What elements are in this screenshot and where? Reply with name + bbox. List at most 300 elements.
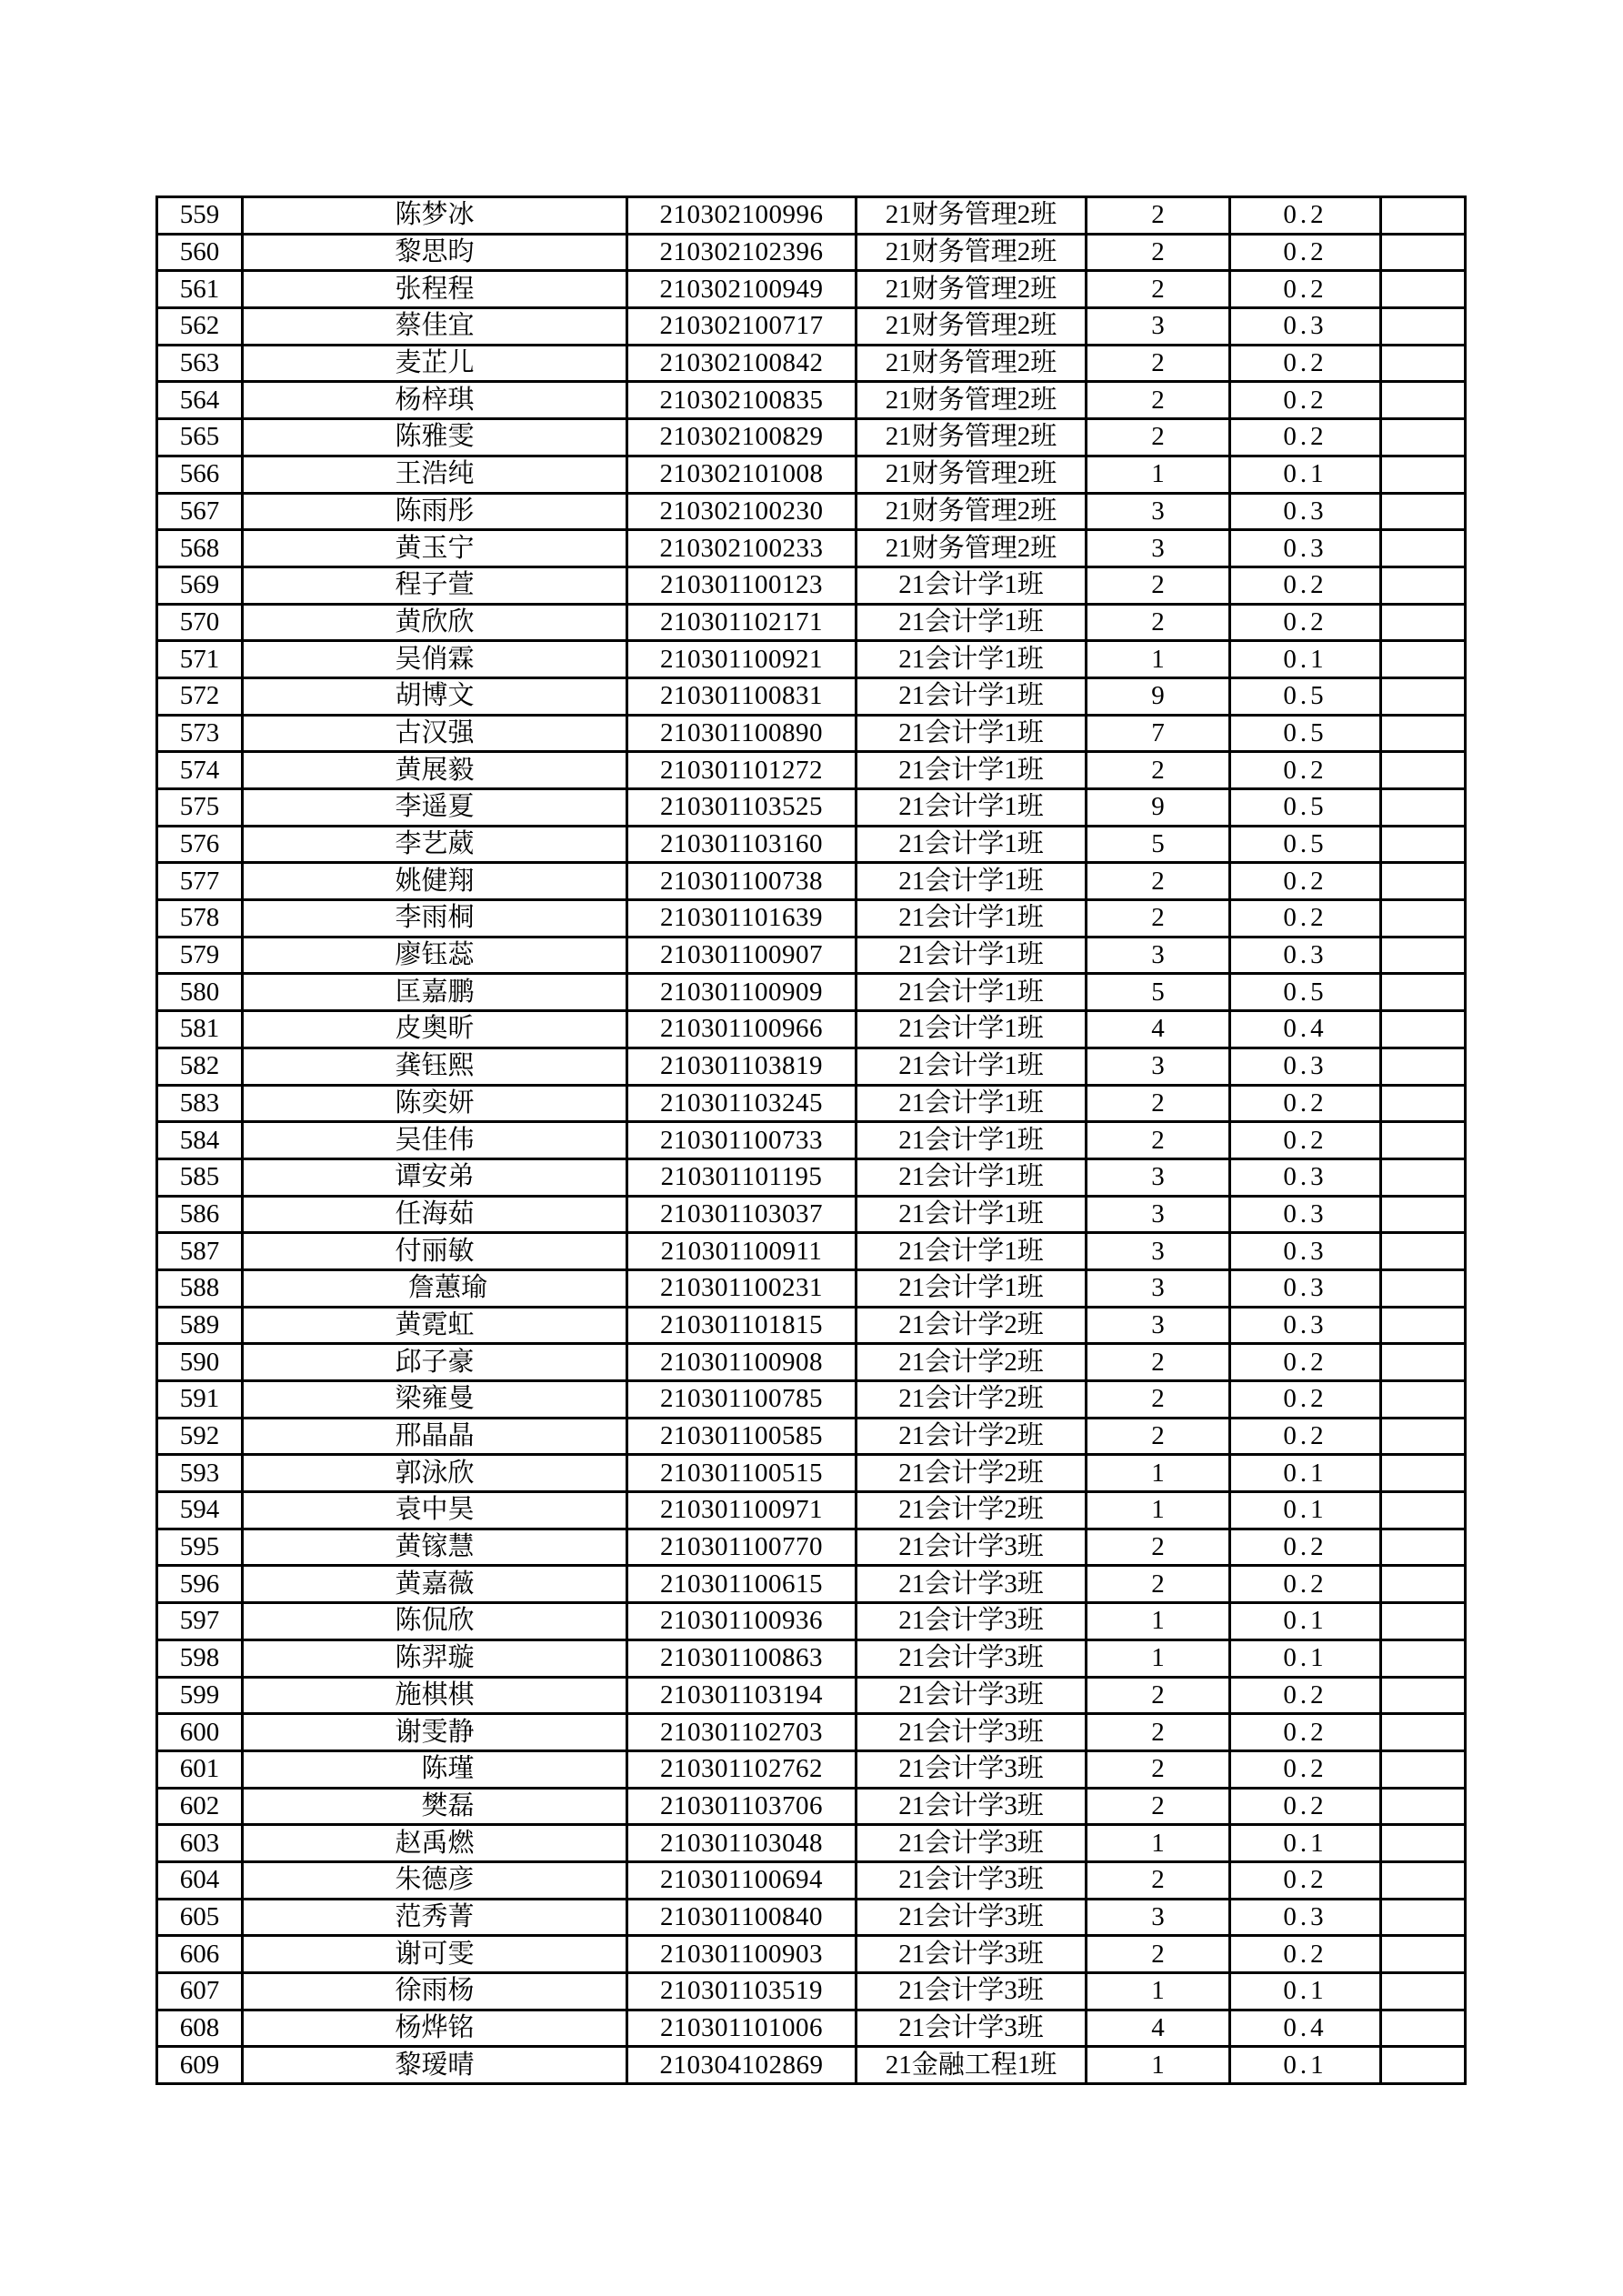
student-name-cell: 黄镓慧: [243, 1529, 627, 1566]
count-cell: 2: [1087, 419, 1230, 456]
student-id-cell: 210301100909: [627, 974, 857, 1011]
class-name-cell: 21财务管理2班: [857, 234, 1087, 271]
student-name-cell: 徐雨杨: [243, 1973, 627, 2010]
score-cell: 0.1: [1230, 456, 1381, 493]
student-name-cell: 吴佳伟: [243, 1122, 627, 1159]
empty-cell: [1381, 382, 1466, 419]
student-id-cell: 210301103245: [627, 1085, 857, 1122]
table-row: [157, 566, 1466, 604]
student-name-cell: 黄嘉薇: [243, 1566, 627, 1603]
row-index-cell: 605: [157, 1899, 243, 1936]
score-cell: 0.2: [1230, 197, 1381, 235]
table-row: [157, 1269, 1466, 1307]
empty-cell: [1381, 863, 1466, 900]
class-name-cell: 21会计学1班: [857, 1122, 1087, 1159]
empty-cell: [1381, 1344, 1466, 1381]
table-row: [157, 419, 1466, 456]
student-name-cell: 李雨桐: [243, 900, 627, 937]
class-name-cell: 21会计学1班: [857, 677, 1087, 715]
empty-cell: [1381, 1085, 1466, 1122]
student-id-cell: 210301103819: [627, 1048, 857, 1085]
count-cell: 1: [1087, 1455, 1230, 1492]
class-name-cell: 21会计学2班: [857, 1418, 1087, 1455]
empty-cell: [1381, 1899, 1466, 1936]
row-index-cell: 602: [157, 1788, 243, 1825]
class-name-cell: 21会计学1班: [857, 1011, 1087, 1048]
table-row: [157, 677, 1466, 715]
row-index-cell: 582: [157, 1048, 243, 1085]
student-id-cell: 210302101008: [627, 456, 857, 493]
row-index-cell: 604: [157, 1861, 243, 1899]
empty-cell: [1381, 1011, 1466, 1048]
class-name-cell: 21会计学3班: [857, 1788, 1087, 1825]
score-cell: 0.1: [1230, 2047, 1381, 2084]
class-name-cell: 21财务管理2班: [857, 308, 1087, 346]
empty-cell: [1381, 1566, 1466, 1603]
student-id-cell: 210301100738: [627, 863, 857, 900]
row-index-cell: 585: [157, 1158, 243, 1196]
class-name-cell: 21金融工程1班: [857, 2047, 1087, 2084]
empty-cell: [1381, 1158, 1466, 1196]
score-cell: 0.3: [1230, 937, 1381, 974]
row-index-cell: 607: [157, 1973, 243, 2010]
table-row: [157, 863, 1466, 900]
row-index-cell: 608: [157, 2010, 243, 2047]
row-index-cell: 600: [157, 1714, 243, 1751]
student-id-cell: 210301100840: [627, 1899, 857, 1936]
row-index-cell: 590: [157, 1344, 243, 1381]
class-name-cell: 21会计学3班: [857, 1973, 1087, 2010]
count-cell: 2: [1087, 271, 1230, 308]
table-row: [157, 234, 1466, 271]
score-cell: 0.3: [1230, 308, 1381, 346]
row-index-cell: 561: [157, 271, 243, 308]
student-name-cell: 李遥夏: [243, 789, 627, 827]
row-index-cell: 560: [157, 234, 243, 271]
row-index-cell: 586: [157, 1196, 243, 1233]
table-row: [157, 2010, 1466, 2047]
empty-cell: [1381, 1269, 1466, 1307]
class-name-cell: 21会计学3班: [857, 1639, 1087, 1677]
score-cell: 0.1: [1230, 1492, 1381, 1529]
empty-cell: [1381, 1936, 1466, 1973]
student-id-cell: 210301103525: [627, 789, 857, 827]
row-index-cell: 577: [157, 863, 243, 900]
score-cell: 0.2: [1230, 1122, 1381, 1159]
student-name-cell: 施棋棋: [243, 1677, 627, 1714]
empty-cell: [1381, 530, 1466, 567]
count-cell: 4: [1087, 2010, 1230, 2047]
table-row: [157, 1233, 1466, 1270]
student-name-cell: 黄霓虹: [243, 1307, 627, 1344]
student-id-cell: 210301100903: [627, 1936, 857, 1973]
count-cell: 2: [1087, 604, 1230, 641]
student-id-cell: 210301101639: [627, 900, 857, 937]
table-row: [157, 789, 1466, 827]
table-row: [157, 2047, 1466, 2084]
table-row: [157, 1825, 1466, 1862]
student-name-cell: 吴俏霖: [243, 641, 627, 678]
table-row: [157, 1529, 1466, 1566]
empty-cell: [1381, 456, 1466, 493]
table-row: [157, 1788, 1466, 1825]
student-id-cell: 210301100971: [627, 1492, 857, 1529]
score-cell: 0.3: [1230, 1233, 1381, 1270]
count-cell: 2: [1087, 566, 1230, 604]
score-cell: 0.2: [1230, 566, 1381, 604]
row-index-cell: 599: [157, 1677, 243, 1714]
student-id-cell: 210301100785: [627, 1381, 857, 1419]
row-index-cell: 595: [157, 1529, 243, 1566]
empty-cell: [1381, 900, 1466, 937]
count-cell: 2: [1087, 1529, 1230, 1566]
empty-cell: [1381, 1122, 1466, 1159]
row-index-cell: 609: [157, 2047, 243, 2084]
student-name-cell: 朱德彦: [243, 1861, 627, 1899]
student-name-cell: 谭安弟: [243, 1158, 627, 1196]
score-cell: 0.3: [1230, 1307, 1381, 1344]
empty-cell: [1381, 789, 1466, 827]
empty-cell: [1381, 826, 1466, 863]
row-index-cell: 593: [157, 1455, 243, 1492]
score-cell: 0.2: [1230, 1714, 1381, 1751]
student-name-cell: 陈侃欣: [243, 1603, 627, 1640]
count-cell: 3: [1087, 1233, 1230, 1270]
score-cell: 0.1: [1230, 1639, 1381, 1677]
class-name-cell: 21会计学2班: [857, 1492, 1087, 1529]
student-name-cell: 蔡佳宜: [243, 308, 627, 346]
empty-cell: [1381, 493, 1466, 530]
student-id-cell: 210302100835: [627, 382, 857, 419]
student-name-cell: 廖钰蕊: [243, 937, 627, 974]
row-index-cell: 573: [157, 715, 243, 752]
empty-cell: [1381, 1861, 1466, 1899]
class-name-cell: 21会计学2班: [857, 1381, 1087, 1419]
student-id-cell: 210304102869: [627, 2047, 857, 2084]
student-id-cell: 210301100694: [627, 1861, 857, 1899]
class-name-cell: 21会计学1班: [857, 789, 1087, 827]
class-name-cell: 21财务管理2班: [857, 197, 1087, 235]
class-name-cell: 21会计学1班: [857, 566, 1087, 604]
score-cell: 0.2: [1230, 1344, 1381, 1381]
student-id-cell: 210301102762: [627, 1750, 857, 1788]
student-name-cell: 黄展毅: [243, 752, 627, 789]
count-cell: 7: [1087, 715, 1230, 752]
score-cell: 0.3: [1230, 1196, 1381, 1233]
score-cell: 0.2: [1230, 1418, 1381, 1455]
count-cell: 1: [1087, 1973, 1230, 2010]
count-cell: 2: [1087, 863, 1230, 900]
score-cell: 0.1: [1230, 1603, 1381, 1640]
student-id-cell: 210301100890: [627, 715, 857, 752]
table-row: [157, 271, 1466, 308]
student-name-cell: 陈瑾: [243, 1750, 627, 1788]
score-cell: 0.3: [1230, 1899, 1381, 1936]
class-name-cell: 21会计学3班: [857, 1750, 1087, 1788]
score-cell: 0.5: [1230, 826, 1381, 863]
score-cell: 0.4: [1230, 2010, 1381, 2047]
count-cell: 2: [1087, 1936, 1230, 1973]
empty-cell: [1381, 2010, 1466, 2047]
score-cell: 0.2: [1230, 1788, 1381, 1825]
empty-cell: [1381, 308, 1466, 346]
row-index-cell: 601: [157, 1750, 243, 1788]
student-id-cell: 210302100949: [627, 271, 857, 308]
empty-cell: [1381, 1381, 1466, 1419]
count-cell: 9: [1087, 677, 1230, 715]
row-index-cell: 565: [157, 419, 243, 456]
empty-cell: [1381, 1196, 1466, 1233]
row-index-cell: 576: [157, 826, 243, 863]
class-name-cell: 21会计学1班: [857, 1269, 1087, 1307]
class-name-cell: 21会计学1班: [857, 1085, 1087, 1122]
class-name-cell: 21会计学3班: [857, 1714, 1087, 1751]
count-cell: 2: [1087, 1714, 1230, 1751]
count-cell: 1: [1087, 456, 1230, 493]
class-name-cell: 21会计学3班: [857, 1603, 1087, 1640]
class-name-cell: 21会计学1班: [857, 900, 1087, 937]
score-cell: 0.2: [1230, 419, 1381, 456]
score-cell: 0.2: [1230, 604, 1381, 641]
score-cell: 0.4: [1230, 1011, 1381, 1048]
row-index-cell: 578: [157, 900, 243, 937]
count-cell: 1: [1087, 1639, 1230, 1677]
empty-cell: [1381, 1529, 1466, 1566]
class-name-cell: 21会计学3班: [857, 1677, 1087, 1714]
row-index-cell: 572: [157, 677, 243, 715]
student-name-cell: 邢晶晶: [243, 1418, 627, 1455]
empty-cell: [1381, 752, 1466, 789]
student-name-cell: 程子萱: [243, 566, 627, 604]
class-name-cell: 21会计学1班: [857, 937, 1087, 974]
student-id-cell: 210301100515: [627, 1455, 857, 1492]
count-cell: 2: [1087, 234, 1230, 271]
class-name-cell: 21会计学3班: [857, 1936, 1087, 1973]
student-id-cell: 210301100733: [627, 1122, 857, 1159]
score-cell: 0.2: [1230, 863, 1381, 900]
row-index-cell: 562: [157, 308, 243, 346]
class-name-cell: 21会计学1班: [857, 974, 1087, 1011]
student-name-cell: 谢雯静: [243, 1714, 627, 1751]
student-name-cell: 陈梦冰: [243, 197, 627, 235]
table-row: [157, 1492, 1466, 1529]
count-cell: 1: [1087, 2047, 1230, 2084]
student-name-cell: 袁中昊: [243, 1492, 627, 1529]
empty-cell: [1381, 1788, 1466, 1825]
table-row: [157, 1196, 1466, 1233]
score-cell: 0.1: [1230, 1825, 1381, 1862]
count-cell: 2: [1087, 382, 1230, 419]
student-id-cell: 210301103519: [627, 1973, 857, 2010]
table-row: [157, 1455, 1466, 1492]
score-cell: 0.1: [1230, 641, 1381, 678]
table-row: [157, 456, 1466, 493]
student-id-cell: 210302100829: [627, 419, 857, 456]
table-row: [157, 1714, 1466, 1751]
score-cell: 0.2: [1230, 345, 1381, 382]
table-row: [157, 1603, 1466, 1640]
empty-cell: [1381, 1714, 1466, 1751]
class-name-cell: 21会计学1班: [857, 641, 1087, 678]
student-name-cell: 龚钰熙: [243, 1048, 627, 1085]
class-name-cell: 21会计学1班: [857, 863, 1087, 900]
class-name-cell: 21会计学1班: [857, 1048, 1087, 1085]
count-cell: 3: [1087, 1158, 1230, 1196]
table-row: [157, 1048, 1466, 1085]
count-cell: 2: [1087, 1566, 1230, 1603]
table-row: [157, 493, 1466, 530]
table-row: [157, 1936, 1466, 1973]
count-cell: 3: [1087, 1196, 1230, 1233]
score-cell: 0.2: [1230, 752, 1381, 789]
count-cell: 5: [1087, 974, 1230, 1011]
empty-cell: [1381, 1603, 1466, 1640]
score-cell: 0.5: [1230, 974, 1381, 1011]
empty-cell: [1381, 1825, 1466, 1862]
class-name-cell: 21会计学3班: [857, 1825, 1087, 1862]
score-cell: 0.2: [1230, 382, 1381, 419]
count-cell: 2: [1087, 1418, 1230, 1455]
student-id-cell: 210301100966: [627, 1011, 857, 1048]
student-name-cell: 范秀菁: [243, 1899, 627, 1936]
student-name-cell: 姚健翔: [243, 863, 627, 900]
row-index-cell: 583: [157, 1085, 243, 1122]
count-cell: 3: [1087, 308, 1230, 346]
student-name-cell: 黄欣欣: [243, 604, 627, 641]
row-index-cell: 591: [157, 1381, 243, 1419]
row-index-cell: 580: [157, 974, 243, 1011]
class-name-cell: 21财务管理2班: [857, 530, 1087, 567]
count-cell: 2: [1087, 1085, 1230, 1122]
score-cell: 0.2: [1230, 1861, 1381, 1899]
student-id-cell: 210301103194: [627, 1677, 857, 1714]
table-row: [157, 1639, 1466, 1677]
score-cell: 0.5: [1230, 677, 1381, 715]
row-index-cell: 569: [157, 566, 243, 604]
class-name-cell: 21会计学2班: [857, 1307, 1087, 1344]
count-cell: 2: [1087, 197, 1230, 235]
class-name-cell: 21会计学3班: [857, 1861, 1087, 1899]
student-name-cell: 胡博文: [243, 677, 627, 715]
score-cell: 0.2: [1230, 1566, 1381, 1603]
table-row: [157, 641, 1466, 678]
row-index-cell: 598: [157, 1639, 243, 1677]
count-cell: 3: [1087, 493, 1230, 530]
count-cell: 3: [1087, 937, 1230, 974]
count-cell: 1: [1087, 1603, 1230, 1640]
class-name-cell: 21财务管理2班: [857, 382, 1087, 419]
student-name-cell: 任海茹: [243, 1196, 627, 1233]
count-cell: 2: [1087, 1122, 1230, 1159]
row-index-cell: 566: [157, 456, 243, 493]
table-row: [157, 1085, 1466, 1122]
row-index-cell: 571: [157, 641, 243, 678]
student-name-cell: 詹蕙瑜: [243, 1269, 627, 1307]
student-name-cell: 古汉强: [243, 715, 627, 752]
class-name-cell: 21财务管理2班: [857, 419, 1087, 456]
student-id-cell: 210301100585: [627, 1418, 857, 1455]
student-name-cell: 皮奥昕: [243, 1011, 627, 1048]
row-index-cell: 563: [157, 345, 243, 382]
student-name-cell: 麦芷儿: [243, 345, 627, 382]
class-name-cell: 21会计学1班: [857, 604, 1087, 641]
count-cell: 3: [1087, 1899, 1230, 1936]
row-index-cell: 574: [157, 752, 243, 789]
student-id-cell: 210301102171: [627, 604, 857, 641]
student-id-cell: 210301100911: [627, 1233, 857, 1270]
score-cell: 0.3: [1230, 530, 1381, 567]
row-index-cell: 584: [157, 1122, 243, 1159]
student-name-cell: 黄玉宁: [243, 530, 627, 567]
score-cell: 0.1: [1230, 1455, 1381, 1492]
student-id-cell: 210301101815: [627, 1307, 857, 1344]
class-name-cell: 21会计学1班: [857, 1233, 1087, 1270]
class-name-cell: 21会计学1班: [857, 1158, 1087, 1196]
empty-cell: [1381, 419, 1466, 456]
row-index-cell: 570: [157, 604, 243, 641]
row-index-cell: 594: [157, 1492, 243, 1529]
table-row: [157, 382, 1466, 419]
table-row: [157, 604, 1466, 641]
empty-cell: [1381, 197, 1466, 235]
score-cell: 0.2: [1230, 1085, 1381, 1122]
empty-cell: [1381, 234, 1466, 271]
row-index-cell: 588: [157, 1269, 243, 1307]
count-cell: 5: [1087, 826, 1230, 863]
table-row: [157, 937, 1466, 974]
student-id-cell: 210302100230: [627, 493, 857, 530]
table-row: [157, 826, 1466, 863]
table-row: [157, 715, 1466, 752]
class-name-cell: 21会计学3班: [857, 1899, 1087, 1936]
student-name-cell: 杨梓琪: [243, 382, 627, 419]
count-cell: 2: [1087, 1344, 1230, 1381]
student-id-cell: 210302100842: [627, 345, 857, 382]
student-id-cell: 210301100123: [627, 566, 857, 604]
table-row: [157, 1677, 1466, 1714]
student-id-cell: 210301100231: [627, 1269, 857, 1307]
count-cell: 2: [1087, 345, 1230, 382]
score-cell: 0.2: [1230, 1936, 1381, 1973]
class-name-cell: 21财务管理2班: [857, 345, 1087, 382]
count-cell: 2: [1087, 752, 1230, 789]
student-id-cell: 210301100936: [627, 1603, 857, 1640]
empty-cell: [1381, 1455, 1466, 1492]
score-cell: 0.5: [1230, 715, 1381, 752]
table-row: [157, 1861, 1466, 1899]
score-cell: 0.3: [1230, 493, 1381, 530]
count-cell: 1: [1087, 641, 1230, 678]
student-id-cell: 210301100770: [627, 1529, 857, 1566]
student-name-cell: 付丽敏: [243, 1233, 627, 1270]
row-index-cell: 596: [157, 1566, 243, 1603]
class-name-cell: 21会计学3班: [857, 1566, 1087, 1603]
table-row: [157, 1307, 1466, 1344]
count-cell: 2: [1087, 1750, 1230, 1788]
student-id-cell: 210301101195: [627, 1158, 857, 1196]
table-row: [157, 1899, 1466, 1936]
count-cell: 2: [1087, 1677, 1230, 1714]
score-cell: 0.2: [1230, 1381, 1381, 1419]
student-name-cell: 陈雅雯: [243, 419, 627, 456]
student-id-cell: 210301102703: [627, 1714, 857, 1751]
count-cell: 2: [1087, 1381, 1230, 1419]
student-id-cell: 210301101006: [627, 2010, 857, 2047]
score-cell: 0.2: [1230, 271, 1381, 308]
row-index-cell: 592: [157, 1418, 243, 1455]
student-id-cell: 210301103037: [627, 1196, 857, 1233]
class-name-cell: 21财务管理2班: [857, 493, 1087, 530]
